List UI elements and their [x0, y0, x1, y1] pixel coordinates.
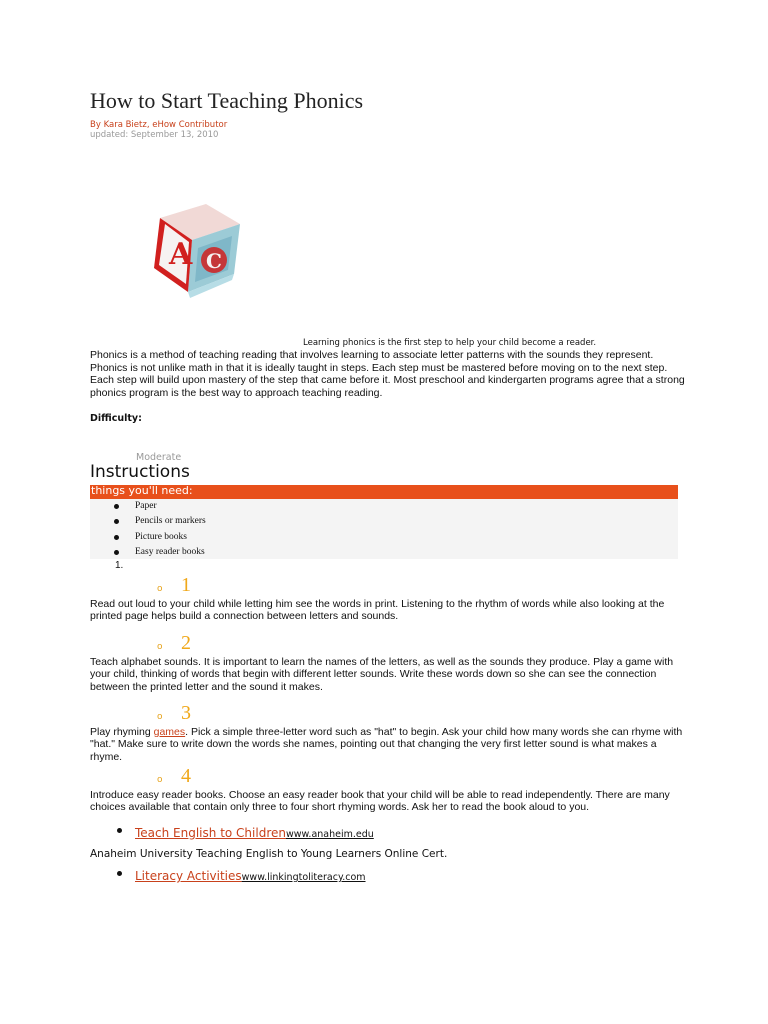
- step-header: [157, 632, 191, 655]
- step-bullet: o: [157, 584, 163, 594]
- step-number: 2: [180, 632, 191, 654]
- games-link[interactable]: games: [153, 726, 186, 738]
- resource-item: [117, 865, 366, 884]
- block-letter-a: A: [169, 237, 193, 272]
- bullet-icon: [117, 828, 122, 833]
- step-header: [157, 574, 191, 597]
- instructions-heading: Instructions: [90, 462, 190, 482]
- article-title: How to Start Teaching Phonics: [90, 88, 364, 113]
- image-caption: Learning phonics is the first step to help your child become a reader.: [303, 338, 597, 348]
- difficulty-value: Moderate: [136, 452, 182, 463]
- bullet-icon: [114, 504, 119, 509]
- linkingtoliteracy-url-link[interactable]: www.linkingtoliteracy.com: [241, 872, 366, 883]
- step-text-part: . Pick a simple three-letter word such as "hat" to begin. Ask your child how many words she can rhyme with "hat." Make sure to write down the words she names, pointing out that changing the very first letter sound is what makes a rhyme.: [90, 726, 683, 763]
- things-needed-bar: [90, 485, 678, 499]
- bullet-icon: [117, 871, 122, 876]
- bullet-icon: [114, 519, 119, 524]
- literacy-activities-link[interactable]: Literacy Activities: [135, 869, 242, 883]
- anaheim-url-link[interactable]: www.anaheim.edu: [285, 829, 374, 840]
- author-byline[interactable]: By Kara Bietz, eHow Contributor: [90, 120, 228, 130]
- teach-english-link[interactable]: Teach English to Children: [135, 826, 286, 840]
- step-text: Teach alphabet sounds. It is important to learn the names of the letters, as well as the sounds they produce. Play a game with your child, thinking of words that begin with different letter sounds. Write these words down so she can see the connection between the printed letter and the sound it makes.: [90, 656, 674, 693]
- alphabet-block-image: [148, 196, 248, 304]
- things-needed-label: things you'll need:: [91, 484, 193, 497]
- resource-description: Anaheim University Teaching English to Young Learners Online Cert.: [90, 848, 448, 860]
- resource-item: [117, 822, 374, 841]
- list-item: [90, 514, 206, 529]
- bullet-icon: [114, 550, 119, 555]
- step-number: 3: [180, 702, 191, 724]
- step-number: 1: [180, 574, 191, 596]
- list-item-label: Easy reader books: [135, 546, 205, 557]
- step-header: [157, 702, 191, 725]
- list-item: [90, 545, 206, 560]
- step-bullet: o: [157, 642, 163, 652]
- step-number: 4: [180, 765, 191, 787]
- step-text: Introduce easy reader books. Choose an easy reader book that your child will be able to read independently. There are many choices available that contain only three to four short rhyming words. Ask her to read the book aloud to you.: [90, 789, 670, 814]
- difficulty-label: Difficulty:: [90, 413, 142, 424]
- step-bullet: o: [157, 712, 163, 722]
- step-text: [90, 726, 690, 763]
- step-bullet: o: [157, 775, 163, 785]
- things-needed-box: [90, 499, 678, 559]
- list-item-label: Pencils or markers: [135, 516, 206, 527]
- resource-link-group: [135, 865, 366, 884]
- intro-paragraph: Phonics is a method of teaching reading that involves learning to associate letter patterns with the sounds they represent. Phonics is not unlike math in that it is ideally taught in steps. Each step must be mastered before moving on to the next step. Each step will build upon mastery of the step that came before it. Most preschool and kindergarten programs agree that a strong phonics program is the best way to approach teaching reading.: [90, 349, 685, 399]
- list-item-label: Picture books: [135, 531, 187, 542]
- list-item-label: Paper: [135, 501, 157, 511]
- updated-date: updated: September 13, 2010: [90, 130, 219, 140]
- block-letter-c: C: [206, 249, 222, 273]
- list-start-number: 1.: [115, 560, 124, 571]
- bullet-icon: [114, 535, 119, 540]
- step-text-part: Play rhyming: [90, 726, 154, 738]
- list-item: [90, 499, 206, 514]
- list-item: [90, 530, 206, 545]
- things-needed-list: [90, 499, 206, 560]
- step-header: [157, 765, 191, 788]
- resource-link-group: [135, 822, 374, 841]
- step-text: Read out loud to your child while letting him see the words in print. Listening to the rhythm of words while also looking at the printed page helps build a connection between letters and sounds.: [90, 598, 665, 623]
